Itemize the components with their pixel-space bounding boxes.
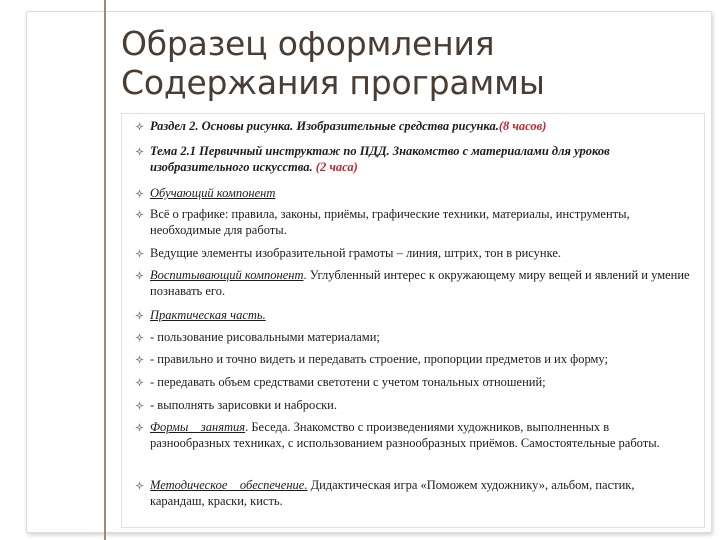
title-line-1: Образец оформления — [121, 24, 495, 63]
section-title: Раздел 2. Основы рисунка. Изобразительные средства рисунка. — [150, 119, 499, 133]
bullet-icon — [135, 189, 144, 198]
practical-4-text: - выполнять зарисовки и наброски. — [150, 398, 337, 412]
bullet-icon — [135, 311, 144, 320]
bullet-icon — [135, 333, 144, 342]
methodical-text: Дидактическая игра «Поможем художнику», альбом, пастик, карандаш, краски, кисть. — [150, 478, 635, 508]
methodical-label: Методическое обеспечение. — [150, 478, 308, 492]
bullet-icon — [135, 147, 144, 156]
topic-title: Тема 2.1 Первичный инструктаж по ПДД. Знакомство с материалами для уроков изобразительного искусства. — [150, 144, 610, 174]
slide-title — [121, 24, 681, 102]
practical-1-text: - пользование рисовальными материалами; — [150, 330, 380, 344]
bullet-icon — [135, 401, 144, 410]
list-item-practical-4 — [122, 398, 704, 414]
upbringing-label: Воспитывающий компонент — [150, 268, 304, 282]
edu-component-label: Обучающий компонент — [150, 186, 276, 200]
list-item-practical-1 — [122, 330, 704, 346]
practical-label: Практическая часть. — [150, 308, 266, 322]
list-item-practical-3 — [122, 375, 704, 391]
bullet-icon — [135, 271, 144, 280]
list-item-practical-2 — [122, 352, 704, 368]
list-item-elements — [122, 246, 704, 262]
list-item-edu-component — [122, 186, 704, 202]
bullet-icon — [135, 378, 144, 387]
elements-text: Ведущие элементы изобразительной грамоты – линия, штрих, тон в рисунке. — [150, 246, 562, 260]
list-item-section — [122, 119, 704, 135]
list-item-upbringing — [122, 268, 704, 299]
list-item-forms — [122, 420, 704, 451]
title-line-2: Содержания программы — [121, 63, 545, 102]
section-hours: (8 часов) — [498, 119, 547, 133]
bullet-icon — [135, 355, 144, 364]
list-item-graphics — [122, 207, 704, 238]
list-item-practical — [122, 308, 704, 324]
bullet-icon — [135, 210, 144, 219]
bullet-icon — [135, 481, 144, 490]
forms-text: . Беседа. Знакомство с произведениями художников, выполненных в разнообразных техниках, с использованием разнообразных приёмов. Самостоятельные работы. — [150, 420, 660, 450]
list-item-topic — [122, 144, 704, 175]
bullet-icon — [135, 249, 144, 258]
decorative-vertical-line — [104, 0, 106, 540]
practical-3-text: - передавать объем средствами светотени с учетом тональных отношений; — [150, 375, 546, 389]
bullet-icon — [135, 423, 144, 432]
graphics-text: Всё о графике: правила, законы, приёмы, графические техники, материалы, инструменты, необходимые для работы. — [150, 207, 630, 237]
practical-2-text: - правильно и точно видеть и передавать строение, пропорции предметов и их форму; — [150, 352, 608, 366]
topic-hours: (2 часа) — [315, 159, 358, 174]
bullet-icon — [135, 122, 144, 131]
upbringing-text: . Углубленный интерес к окружающему миру вещей и явлений и умение познавать его. — [150, 268, 690, 298]
forms-label: Формы занятия — [150, 420, 246, 434]
list-item-methodical — [122, 478, 704, 509]
content-box — [121, 113, 705, 528]
